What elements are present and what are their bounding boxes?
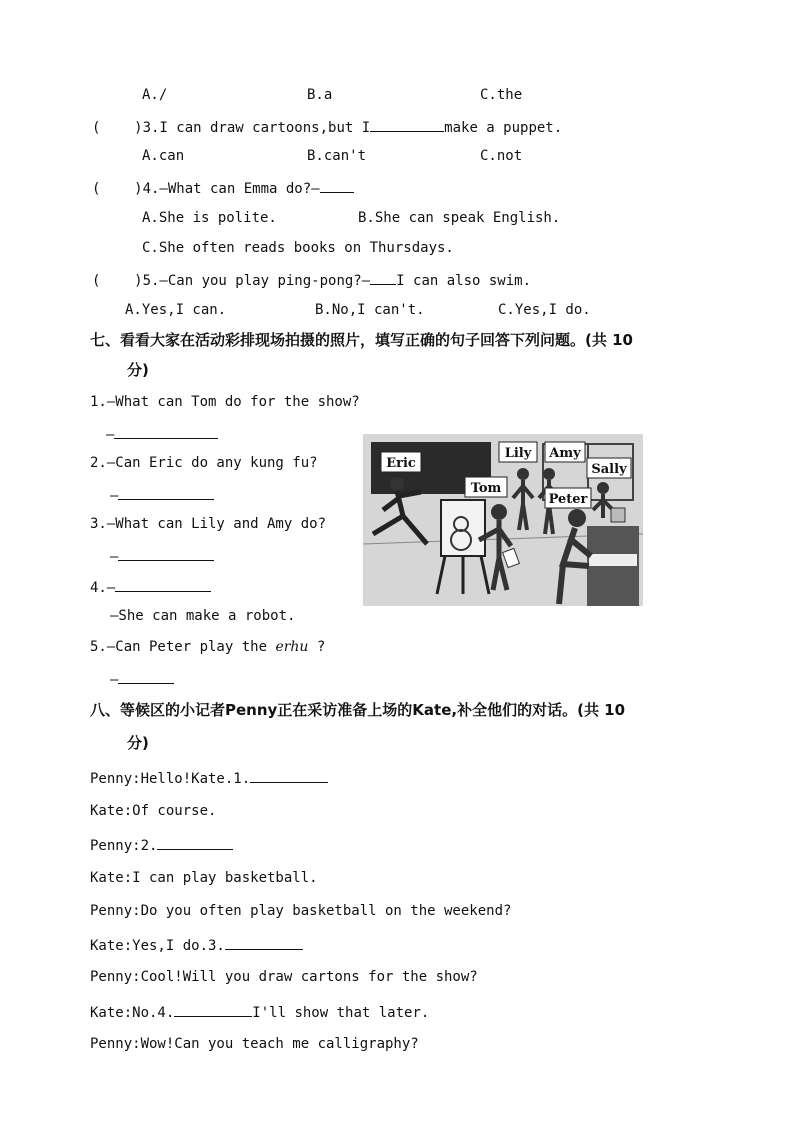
italic-word: erhu	[275, 639, 309, 655]
label-lily: Lily	[504, 446, 532, 461]
s7-question-2: 2.—Can Eric do any kung fu?	[90, 455, 318, 471]
s7-answer-5	[110, 669, 174, 689]
question-4	[92, 178, 354, 198]
dialogue-line-4: Kate:I can play basketball.	[90, 870, 318, 886]
q3-option-c: C.not	[480, 148, 523, 164]
section-7-heading: 七、看看大家在活动彩排现场拍摄的照片，填写正确的句子回答下列问题。(共 10	[90, 331, 633, 349]
q4-option-b: B.She can speak English.	[358, 210, 561, 226]
question-prefix: 4.—	[90, 580, 116, 596]
answer-blank[interactable]	[118, 546, 214, 561]
answer-blank[interactable]	[320, 178, 354, 193]
q4-option-a: A.She is polite.	[142, 210, 277, 226]
answer-paren: ( )	[92, 120, 143, 136]
dialogue-line-1	[90, 768, 328, 788]
answer-blank[interactable]	[225, 935, 303, 950]
answer-blank[interactable]	[118, 485, 214, 500]
q5-option-a: A.Yes,I can.	[125, 302, 227, 318]
question-3-text: 3.I can draw cartoons,but I	[142, 120, 371, 136]
dash: —	[106, 427, 115, 443]
answer-paren: ( )	[92, 273, 143, 289]
dialogue-text: Kate:No.4.	[90, 1005, 175, 1021]
answer-blank[interactable]	[114, 424, 218, 439]
rehearsal-photo	[363, 434, 643, 606]
s7-answer-2	[110, 485, 214, 505]
s7-answer-1	[106, 424, 218, 444]
question-mark: ?	[308, 639, 326, 655]
label-tom: Tom	[470, 481, 502, 496]
dialogue-line-9: Penny:Wow!Can you teach me calligraphy?	[90, 1036, 419, 1052]
dialogue-line-5: Penny:Do you often play basketball on the weekend?	[90, 903, 512, 919]
question-text: 5.—Can Peter play the	[90, 639, 276, 655]
label-peter: Peter	[548, 492, 588, 507]
answer-blank[interactable]	[157, 835, 233, 850]
dialogue-line-2: Kate:Of course.	[90, 803, 217, 819]
section-7-heading-cont: 分)	[127, 361, 149, 379]
answer-blank[interactable]	[370, 117, 444, 132]
answer-paren: ( )	[92, 181, 143, 197]
q3-option-b: B.can't	[307, 148, 367, 164]
s7-question-3: 3.—What can Lily and Amy do?	[90, 516, 327, 532]
dash: —	[110, 549, 119, 565]
answer-blank[interactable]	[115, 577, 211, 592]
dialogue-line-8	[90, 1002, 429, 1022]
answer-blank[interactable]	[370, 270, 396, 285]
q3-option-a: A.can	[142, 148, 185, 164]
dialogue-text: Penny:Hello!Kate.1.	[90, 771, 251, 787]
s7-answer-4: —She can make a robot.	[110, 608, 296, 624]
s7-question-4	[90, 577, 211, 597]
question-3-text-after: make a puppet.	[444, 120, 563, 136]
s7-question-1: 1.—What can Tom do for the show?	[90, 394, 360, 410]
s7-question-5	[90, 638, 325, 656]
question-5	[92, 270, 531, 290]
dialogue-text-after: I'll show that later.	[252, 1005, 430, 1021]
q2-option-a: A./	[142, 87, 168, 103]
section-8-heading: 八、等候区的小记者Penny正在采访准备上场的Kate,补全他们的对话。(共 10	[90, 701, 626, 719]
question-4-text: 4.—What can Emma do?—	[142, 181, 320, 197]
q5-option-b: B.No,I can't.	[315, 302, 425, 318]
q2-option-b: B.a	[307, 87, 333, 103]
q5-option-c: C.Yes,I do.	[498, 302, 591, 318]
dialogue-text: Kate:Yes,I do.3.	[90, 938, 225, 954]
label-eric: Eric	[386, 456, 416, 471]
question-5-text-after: I can also swim.	[396, 273, 532, 289]
question-3	[92, 117, 562, 137]
dialogue-text: Penny:2.	[90, 838, 158, 854]
section-8-heading-cont: 分)	[127, 734, 149, 752]
dialogue-line-6	[90, 935, 303, 955]
dialogue-line-7: Penny:Cool!Will you draw cartons for the show?	[90, 969, 478, 985]
s7-answer-3	[110, 546, 214, 566]
q2-option-c: C.the	[480, 87, 523, 103]
label-sally: Sally	[591, 462, 627, 477]
label-amy: Amy	[549, 446, 581, 461]
answer-blank[interactable]	[250, 768, 328, 783]
question-5-text: 5.—Can you play ping-pong?—	[142, 273, 371, 289]
dialogue-line-3	[90, 835, 233, 855]
q4-option-c: C.She often reads books on Thursdays.	[142, 240, 454, 256]
answer-blank[interactable]	[118, 669, 174, 684]
dash: —	[110, 488, 119, 504]
dash: —	[110, 672, 119, 688]
answer-blank[interactable]	[174, 1002, 252, 1017]
